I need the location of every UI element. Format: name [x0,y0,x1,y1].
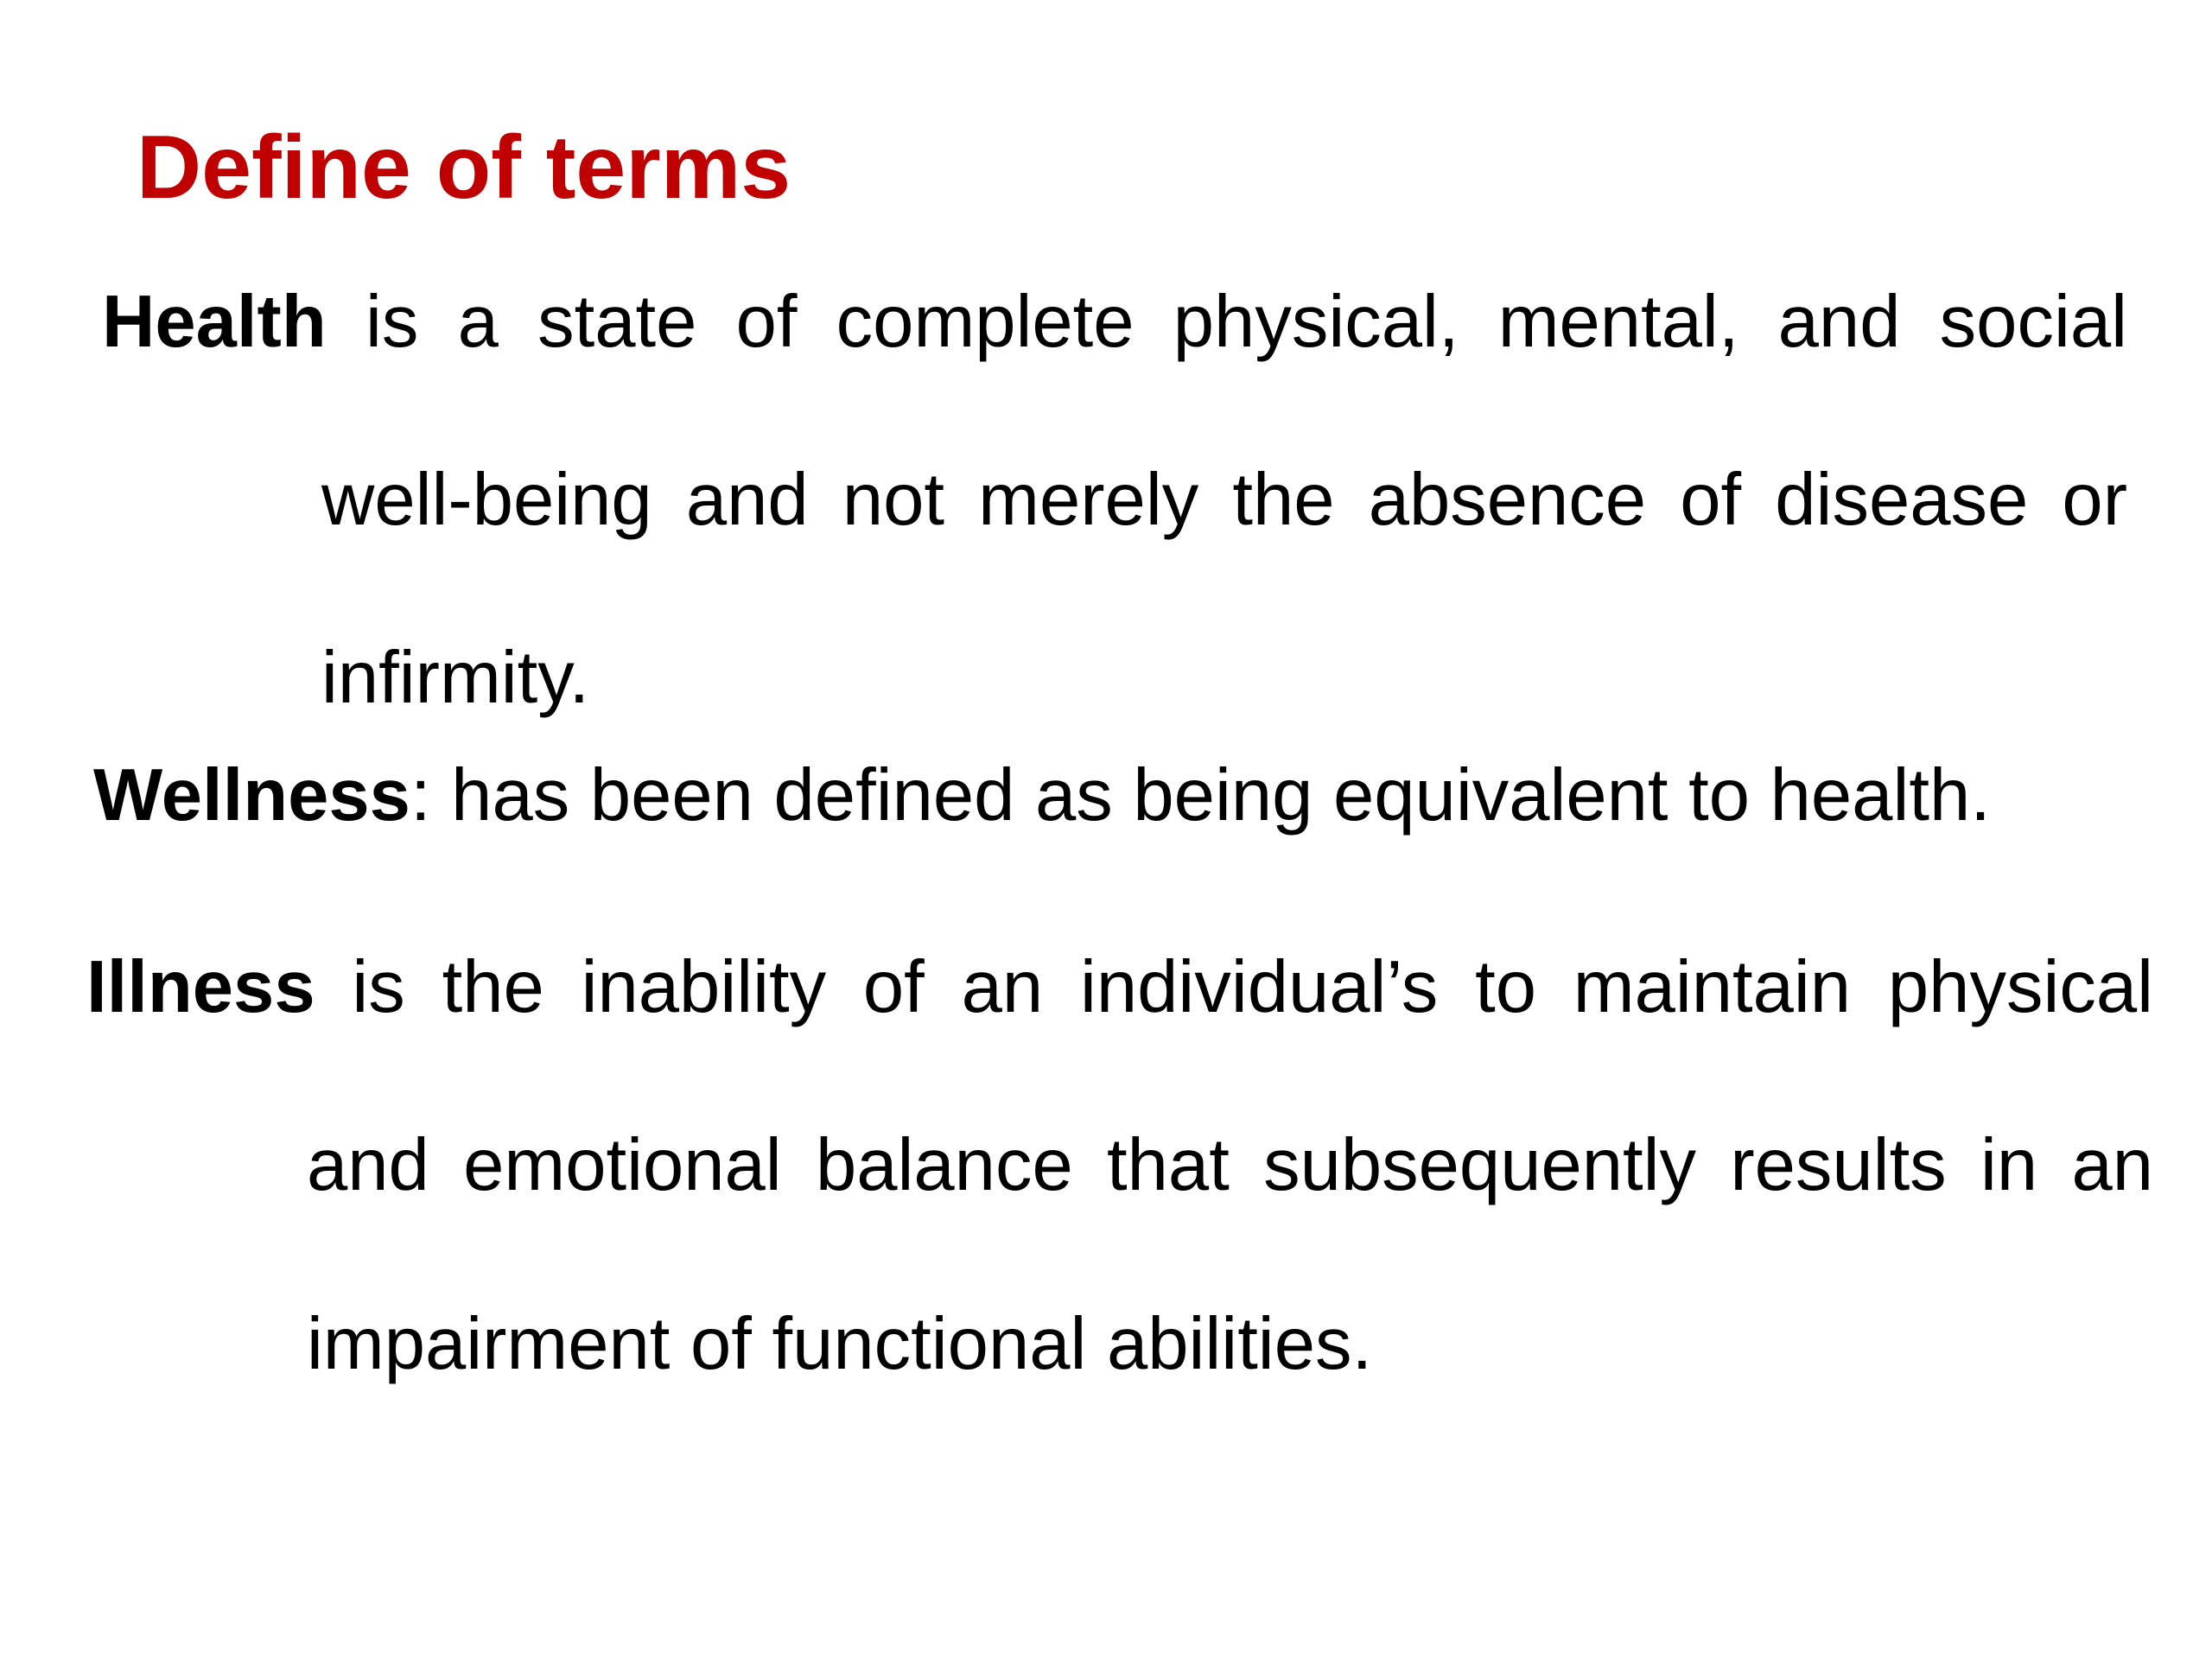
illness-definition-line-3: impairment of functional abilities. [307,1303,1373,1385]
health-definition-line-1 [102,278,2127,366]
health-definition-line-2: well-being and not merely the absence of disease or [321,459,2127,541]
wellness-text-1: : has been defined as being equivalent to health. [410,754,1991,836]
health-definition-line-3: infirmity. [321,637,590,719]
term-wellness: Wellness [93,754,410,836]
illness-definition-line-2: and emotional balance that subsequently results in an [307,1124,2153,1206]
health-text-1: is a state of complete physical, mental, and social [326,281,2127,363]
illness-text-1: is the inability of an individual’s to maintain physical [315,946,2153,1028]
illness-definition-line-1 [86,944,2153,1032]
wellness-definition-line-1 [93,752,1991,840]
slide-title: Define of terms [137,118,791,218]
term-health: Health [102,281,327,363]
term-illness: Illness [86,946,315,1028]
